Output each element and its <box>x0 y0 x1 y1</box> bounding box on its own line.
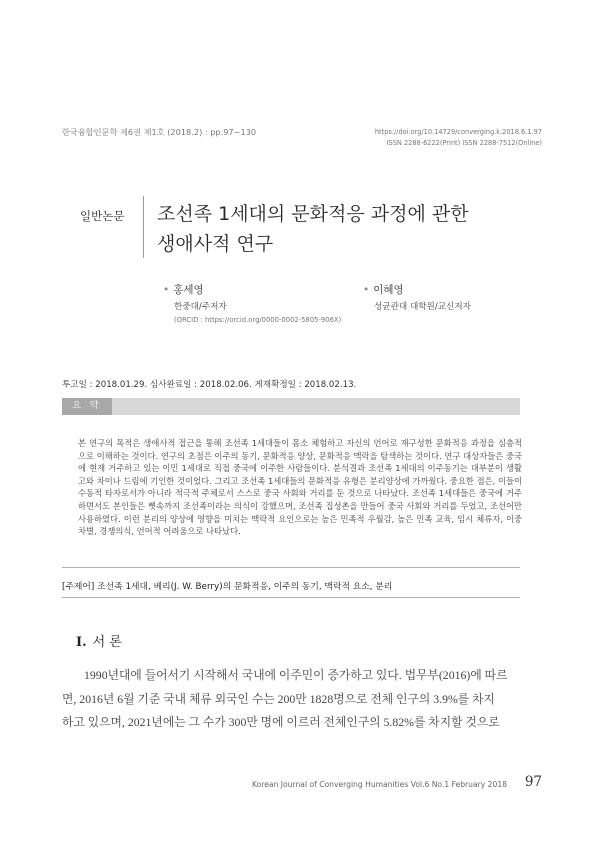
footer-journal: Korean Journal of Converging Humanities Vol.6 No.1 February 2018 <box>252 780 507 789</box>
author-2 <box>363 282 404 297</box>
keywords-top-rule <box>62 567 520 568</box>
keywords-label: [주제어] <box>62 582 95 592</box>
bullet-icon: • <box>363 284 370 296</box>
body-line-1: 1990년대에 들어서기 시작해서 국내에 이주민이 증가하고 있다. 법무부(2016)에 따르 <box>84 668 508 682</box>
journal-identifiers <box>375 127 542 149</box>
issn: ISSN 2288-6222(Print) ISSN 2288-7512(Online) <box>386 139 542 147</box>
author-1-affiliation: 한중대/주저자 <box>174 302 227 312</box>
section-heading <box>76 631 122 650</box>
keywords-text: 조선족 1세대, 베리(J. W. Berry)의 문화적응, 이주의 동기, 맥락적 요소, 분리 <box>97 582 393 592</box>
doi-link[interactable]: https://doi.org/10.14729/converging.k.2018.6.1.97 <box>374 128 542 136</box>
body-line-2: 면, 2016년 6월 기준 국내 체류 외국인 수는 200만 1828명으로 전체 인구의 3.9%를 차지 <box>62 691 495 706</box>
author-2-affiliation: 성균관대 대학원/교신저자 <box>374 302 471 312</box>
title-line-2: 생애사적 연구 <box>157 233 274 255</box>
keywords <box>62 579 392 592</box>
author-1-name: 홍세영 <box>173 284 204 296</box>
abstract-header-bar <box>62 398 520 415</box>
article-category: 일반논문 <box>80 209 125 223</box>
bullet-icon: • <box>163 284 170 296</box>
section-title: 서 론 <box>92 635 122 650</box>
author-1-orcid[interactable]: (ORCID : https://orcid.org/0000-0002-5805-906X) <box>174 316 342 324</box>
submission-dates: 투고일 : 2018.01.29. 심사완료일 : 2018.02.06. 게재확정일 : 2018.02.13. <box>62 380 357 390</box>
abstract-label: 요 약 <box>62 398 112 415</box>
section-number: I. <box>76 635 87 650</box>
journal-info: 한국융합인문학 제6권 제1호 (2018.2) : pp.97~130 <box>62 127 257 137</box>
body-line-3: 하고 있으며, 2021년에는 그 수가 300만 명에 이르러 전체인구의 5.82%를 차지할 것으로 <box>62 715 500 729</box>
body-paragraph <box>62 664 521 735</box>
author-1 <box>163 282 204 297</box>
keywords-bottom-rule <box>62 597 520 598</box>
author-2-name: 이혜영 <box>373 284 404 296</box>
page-number: 97 <box>524 774 542 790</box>
title-divider <box>143 196 144 258</box>
article-title <box>157 199 469 259</box>
abstract-text: 본 연구의 목적은 생애사적 접근을 통해 조선족 1세대들이 몸소 체험하고 자신의 언어로 재구성한 문화적응 과정을 심층적으로 이해하는 것이다. 연구의 초점은 이주의 동기, 문화적응 양상, 문화적응 맥락을 탐색하는 것이다. 연구 대상자들은 중국에 현재 거주하고 있는 이민 1세대로 직접 중국에 이주한 사람들이다. 분석결과 조선족 1세대의 이주동기는 대부분이 생활고와 차이나 드림에 기인한 것이었다. 그리고 조선족 1세대들의 문화적응 유형은 분리양상에 가까웠다. 중요한 점은, 이들이 수동적 타자로서가 아니라 적극적 주체로서 스스로 중국 사회와 거리를 둔 것으로 나타났다. 조선족 1세대들은 중국에 거주하면서도 본인들은 뼛속까지 조선족이라는 의식이 강했으며, 조선족 집성촌을 만들어 중국 사회와 거리를 두었고, 조선어만 사용하였다. 이런 분리의 양상에 영향을 미치는 맥락적 요인으로는 높은 민족적 우월감, 높은 민족 교육, 임시 체류자, 이중차별, 경쟁의식, 언어적 어려움으로 나타났다. <box>78 438 522 537</box>
title-line-1: 조선족 1세대의 문화적응 과정에 관한 <box>157 203 469 225</box>
